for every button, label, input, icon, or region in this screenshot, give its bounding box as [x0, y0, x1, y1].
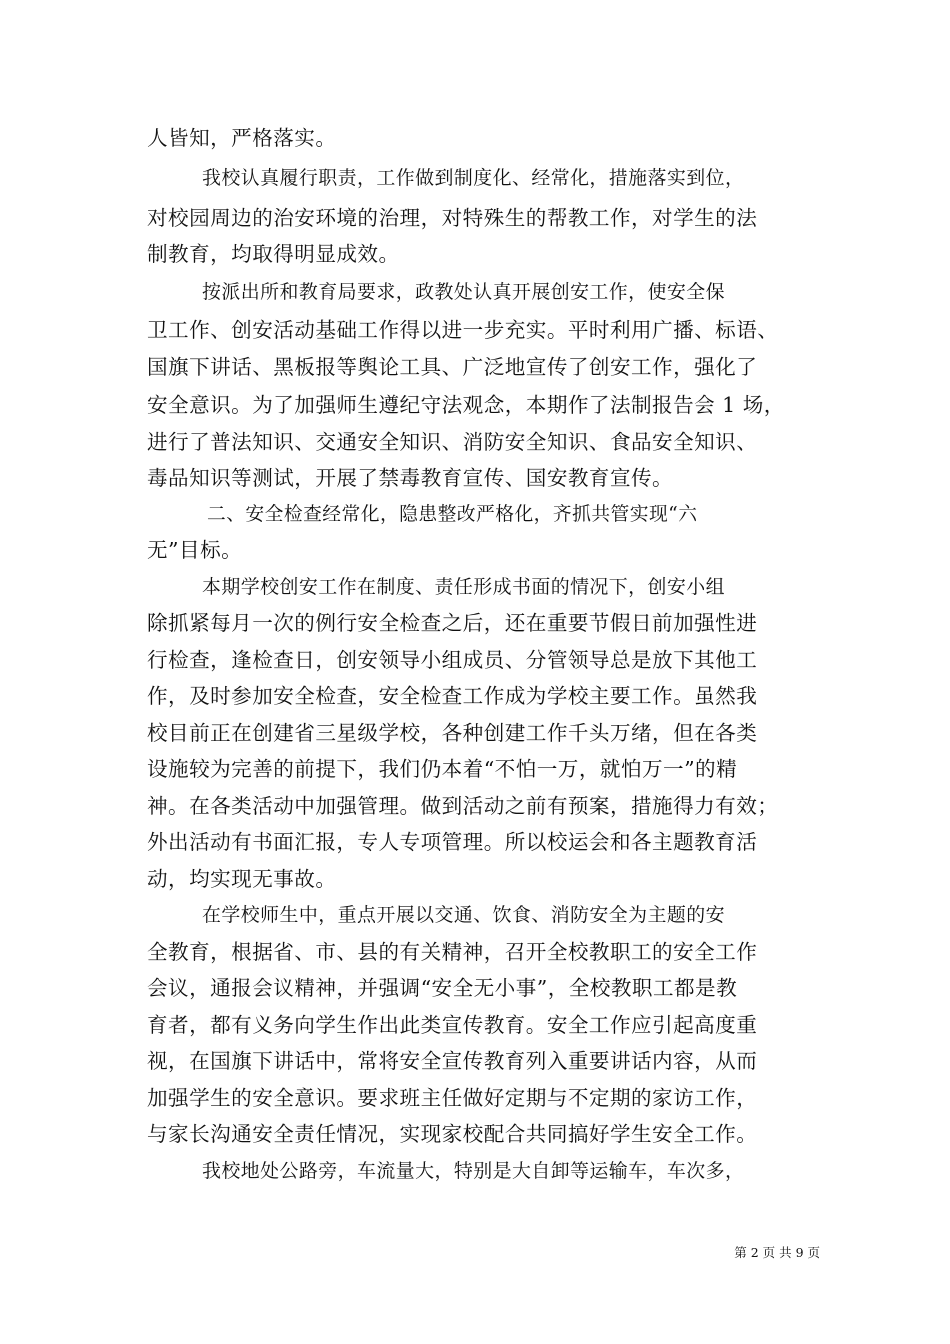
text-line: 动，均实现无事故。 [147, 867, 337, 891]
paragraph-start-line: 本期学校创安工作在制度、责任形成书面的情况下，创安小组 [202, 576, 726, 598]
page-number-footer: 第 2 页 共 9 页 [734, 1245, 820, 1260]
text-line: 人皆知，严格落实。 [147, 126, 337, 150]
text-line: 育者，都有义务向学生作出此类宣传教育。安全工作应引起高度重 [147, 1013, 758, 1037]
text-line: 外出活动有书面汇报，专人专项管理。所以校运会和各主题教育活 [147, 830, 758, 854]
text-line: 加强学生的安全意识。要求班主任做好定期与不定期的家访工作， [147, 1086, 758, 1110]
section-heading-line: 二、安全检查经常化，隐患整改严格化，齐抓共管实现“六 [207, 504, 698, 525]
text-line: 设施较为完善的前提下，我们仍本着“不怕一万，就怕万一”的精 [147, 757, 738, 781]
text-line: 毒品知识等测试，开展了禁毒教育宣传、国安教育宣传。 [147, 466, 674, 490]
text-line: 会议，通报会议精神，并强调“安全无小事”，全校教职工都是教 [147, 976, 738, 1000]
paragraph-start-line: 我校认真履行职责，工作做到制度化、经常化，措施落实到位， [202, 167, 745, 189]
text-line: 神。在各类活动中加强管理。做到活动之前有预案，措施得力有效； [147, 794, 779, 818]
text-line: 制教育，均取得明显成效。 [147, 242, 400, 266]
text-line: 除抓紧每月一次的例行安全检查之后，还在重要节假日前加强性进 [147, 611, 758, 635]
paragraph-start-line: 在学校师生中，重点开展以交通、饮食、消防安全为主题的安 [202, 904, 726, 926]
text-line: 与家长沟通安全责任情况，实现家校配合共同搞好学生安全工作。 [147, 1122, 758, 1146]
text-line: 进行了普法知识、交通安全知识、消防安全知识、食品安全知识、 [147, 430, 758, 454]
text-line: 作，及时参加安全检查，安全检查工作成为学校主要工作。虽然我 [147, 684, 758, 708]
paragraph-start-line: 我校地处公路旁，车流量大，特别是大自卸等运输车，车次多， [202, 1160, 745, 1182]
text-line: 国旗下讲话、黑板报等舆论工具、广泛地宣传了创安工作，强化了 [147, 355, 758, 379]
text-line: 校目前正在创建省三星级学校，各种创建工作千头万绪，但在各类 [147, 721, 758, 745]
text-line: 卫工作、创安活动基础工作得以进一步充实。平时利用广播、标语、 [147, 318, 779, 342]
text-line: 安全意识。为了加强师生遵纪守法观念，本期作了法制报告会 1 场， [147, 393, 785, 417]
text-line: 行检查，逢检查日，创安领导小组成员、分管领导总是放下其他工 [147, 648, 758, 672]
paragraph-start-line: 按派出所和教育局要求，政教处认真开展创安工作，使安全保 [202, 281, 726, 303]
section-heading-line: 无”目标。 [147, 538, 243, 562]
text-line: 全教育，根据省、市、县的有关精神，召开全校教职工的安全工作 [147, 940, 758, 964]
text-line: 对校园周边的治安环境的治理，对特殊生的帮教工作，对学生的法 [147, 206, 758, 230]
text-line: 视，在国旗下讲话中，常将安全宣传教育列入重要讲话内容，从而 [147, 1049, 758, 1073]
